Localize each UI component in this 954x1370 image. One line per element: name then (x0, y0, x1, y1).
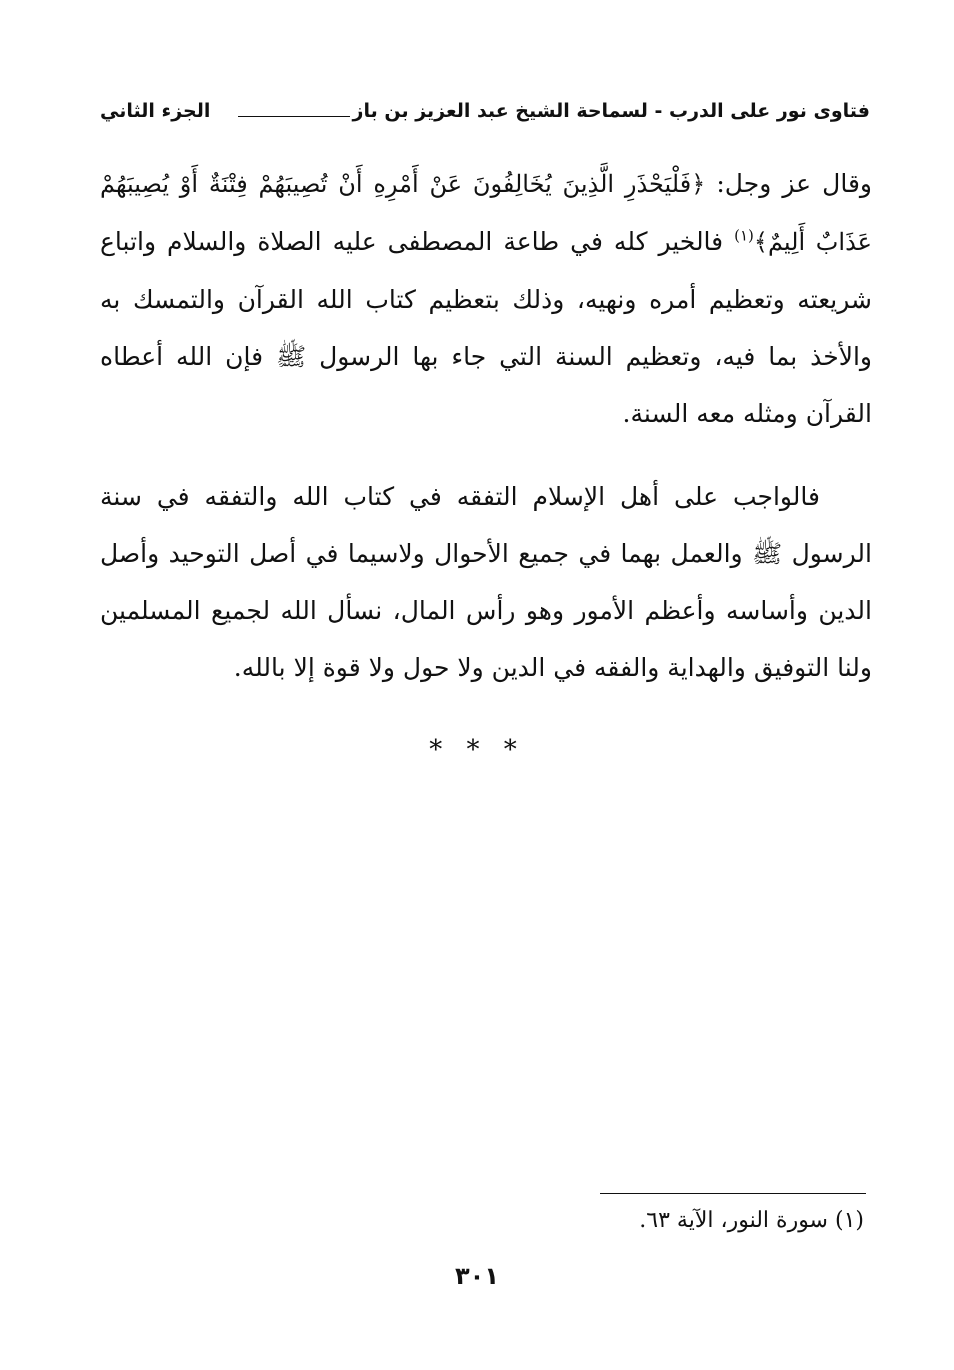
footnote-reference: (١) (734, 226, 754, 245)
book-title: فتاوى نور على الدرب - لسماحة الشيخ عبد العزيز بن باز (352, 100, 870, 122)
volume-label: الجزء الثاني (100, 100, 211, 122)
main-text (100, 155, 872, 696)
footnote: (١) سورة النور، الآية ٦٣. (639, 1208, 864, 1233)
section-separator: * * * (429, 735, 525, 765)
header-rule (238, 116, 350, 117)
paragraph-1-text: فالخير كله في طاعة المصطفى عليه الصلاة والسلام واتباع شريعته وتعظيم أمره ونهيه، وذلك بتعظيم كتاب الله القرآن والتمسك به والأخذ بما فيه، وتعظيم السنة التي جاء بها الرسول ﷺ فإن الله أعطاه القرآن ومثله معه السنة. (100, 227, 872, 428)
page-number: ٣٠١ (455, 1262, 499, 1290)
running-header (100, 100, 870, 134)
paragraph-1-intro: وقال عز وجل: (705, 169, 872, 198)
paragraph-2: فالواجب على أهل الإسلام التفقه في كتاب الله والتفقه في سنة الرسول ﷺ والعمل بهما في جميع الأحوال ولاسيما في أصل التوحيد وأصل الدين وأساسه وأعظم الأمور وهو رأس المال، نسأل الله لجميع المسلمين ولنا التوفيق والهداية والفقه في الدين ولا حول ولا قوة إلا بالله. (100, 482, 872, 682)
quran-verse: ﴿فَلْيَحْذَرِ الَّذِينَ يُخَالِفُونَ عَنْ أَمْرِهِ أَنْ تُصِيبَهُمْ فِتْنَةٌ أَوْ يُصِيبَهُمْ عَذَابٌ أَلِيمٌ﴾ (100, 170, 872, 256)
paragraph-1 (100, 155, 872, 442)
footnote-rule (600, 1193, 866, 1194)
